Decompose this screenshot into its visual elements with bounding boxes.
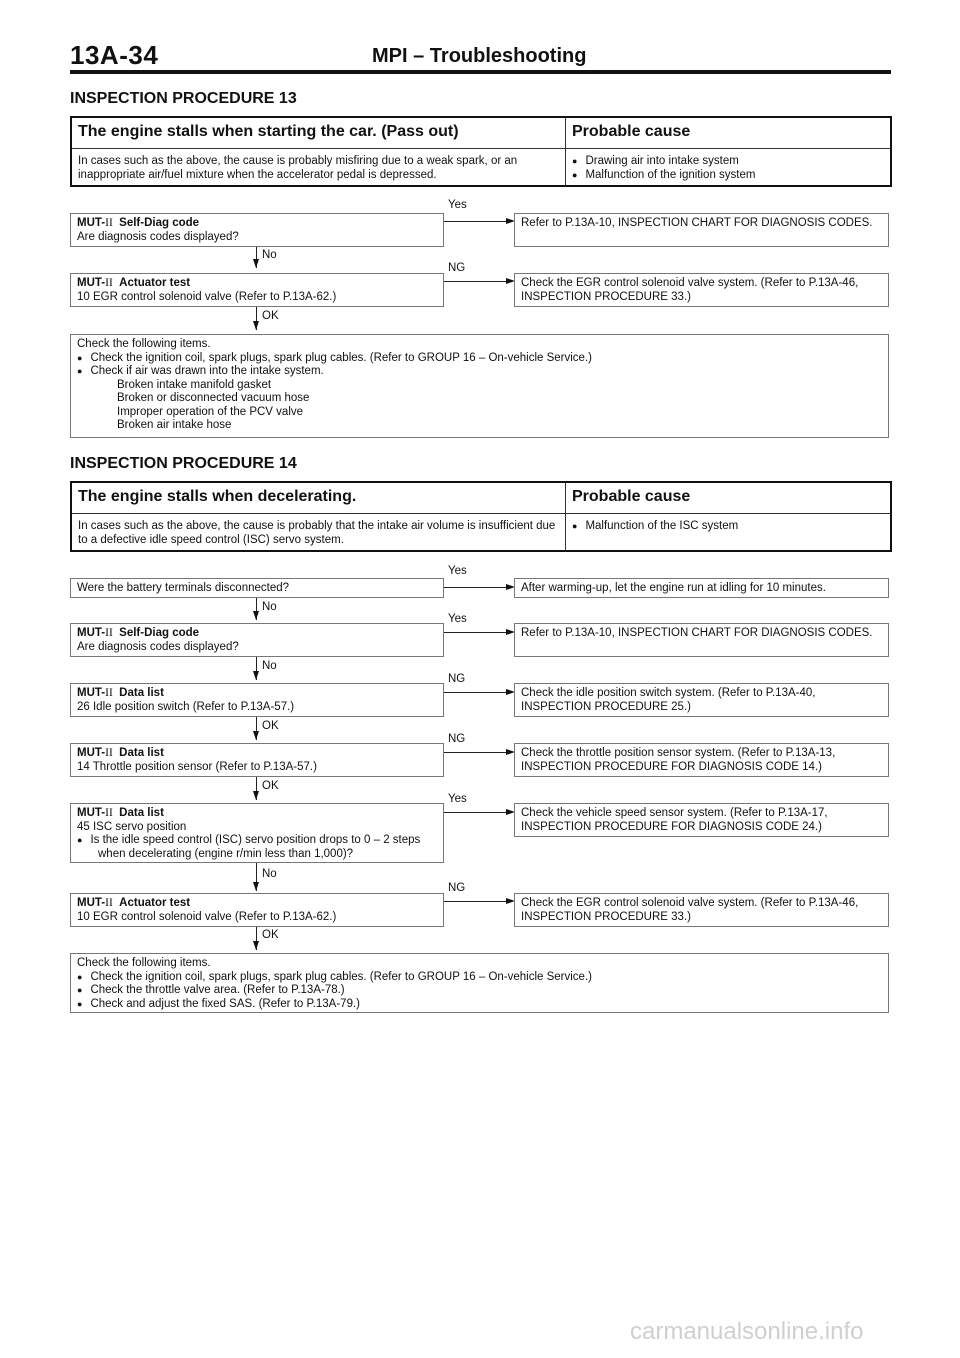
- cause-item: ● Malfunction of the ISC system: [572, 519, 884, 533]
- branch-connector: [444, 281, 507, 282]
- branch-label: NG: [448, 733, 466, 745]
- arrow-down-icon: [253, 259, 259, 268]
- check-step-box: MUT-II Data list 26 Idle position switch (Refer to P.13A-57.): [70, 683, 444, 717]
- final-intro: Check the following items.: [77, 338, 211, 350]
- page-number: 13A-34: [70, 40, 159, 70]
- check-step-box: Were the battery terminals disconnected?: [70, 578, 444, 598]
- symptom-table: [70, 116, 892, 187]
- check-step-box: MUT-II Self-Diag code Are diagnosis codes displayed?: [70, 213, 444, 247]
- symptom-description: In cases such as the above, the cause is probably that the intake air volume is insufficient due to a defective idle speed control (ISC) servo system.: [71, 514, 566, 552]
- probable-cause-list: [566, 514, 892, 552]
- branch-label: Yes: [448, 613, 467, 625]
- branch-label: NG: [448, 882, 466, 894]
- final-item: ● Check the ignition coil, spark plugs, spark plug cables. (Refer to GROUP 16 – On-vehicle Service.): [77, 352, 882, 366]
- cause-item: ● Drawing air into intake system: [572, 154, 884, 168]
- final-item: ● Check the ignition coil, spark plugs, spark plug cables. (Refer to GROUP 16 – On-vehicle Service.): [77, 971, 882, 985]
- branch-label: NG: [448, 262, 466, 274]
- branch-label: Yes: [448, 565, 467, 577]
- procedure-title: INSPECTION PROCEDURE 14: [70, 455, 297, 472]
- symptom-table: [70, 481, 892, 552]
- probable-cause-heading: Probable cause: [566, 482, 892, 514]
- result-box: Check the vehicle speed sensor system. (Refer to P.13A-17, INSPECTION PROCEDURE FOR DIAGNOSIS CODE 24.): [514, 803, 889, 837]
- final-check-box: [70, 953, 889, 1013]
- symptom-description: In cases such as the above, the cause is probably misfiring due to a weak spark, or an inappropriate air/fuel mixture when the accelerator pedal is depressed.: [71, 149, 566, 187]
- header-rule: [70, 70, 891, 74]
- check-step-box: MUT-II Data list 45 ISC servo position ● Is the idle speed control (ISC) servo position drops to 0 – 2 steps when decelerating (engine r/min less than 1,000)?: [70, 803, 444, 863]
- result-box: Refer to P.13A-10, INSPECTION CHART FOR DIAGNOSIS CODES.: [514, 213, 889, 247]
- check-step-bullet: ● Is the idle speed control (ISC) servo position drops to 0 – 2 steps when decelerating (engine r/min less than 1,000)?: [77, 834, 437, 861]
- flow-label: No: [262, 601, 277, 613]
- flow-label: OK: [262, 929, 279, 941]
- watermark: carmanualsonline.info: [630, 1318, 864, 1345]
- check-step-box: MUT-II Actuator test 10 EGR control solenoid valve (Refer to P.13A-62.): [70, 273, 444, 307]
- symptom-heading: The engine stalls when decelerating.: [71, 482, 566, 514]
- final-check-box: [70, 334, 889, 438]
- result-box: Check the throttle position sensor system. (Refer to P.13A-13, INSPECTION PROCEDURE FOR DIAGNOSIS CODE 14.): [514, 743, 889, 777]
- result-box: Refer to P.13A-10, INSPECTION CHART FOR DIAGNOSIS CODES.: [514, 623, 889, 657]
- check-step-box: MUT-II Actuator test 10 EGR control solenoid valve (Refer to P.13A-62.): [70, 893, 444, 927]
- flow-label: No: [262, 660, 277, 672]
- arrow-down-icon: [253, 941, 259, 950]
- flow-label: No: [262, 249, 277, 261]
- branch-connector: [444, 692, 507, 693]
- branch-connector: [444, 632, 507, 633]
- branch-connector: [444, 812, 507, 813]
- arrow-down-icon: [253, 791, 259, 800]
- branch-label: Yes: [448, 793, 467, 805]
- final-item: ● Check and adjust the fixed SAS. (Refer to P.13A-79.): [77, 998, 882, 1012]
- branch-connector: [444, 587, 507, 588]
- final-subitem: Broken air intake hose: [117, 419, 232, 431]
- final-intro: Check the following items.: [77, 957, 211, 969]
- procedure-title: INSPECTION PROCEDURE 13: [70, 90, 297, 107]
- branch-label: Yes: [448, 199, 467, 211]
- branch-connector: [444, 752, 507, 753]
- symptom-heading: The engine stalls when starting the car. (Pass out): [71, 117, 566, 149]
- check-step-box: MUT-II Self-Diag code Are diagnosis codes displayed?: [70, 623, 444, 657]
- running-title: MPI – Troubleshooting: [372, 45, 587, 67]
- final-subitem: Improper operation of the PCV valve: [117, 405, 304, 418]
- arrow-down-icon: [253, 882, 259, 891]
- cause-item: ● Malfunction of the ignition system: [572, 168, 884, 182]
- flow-label: OK: [262, 720, 279, 732]
- probable-cause-list: [566, 149, 892, 187]
- probable-cause-heading: Probable cause: [566, 117, 892, 149]
- branch-label: NG: [448, 673, 466, 685]
- final-subitem: Broken or disconnected vacuum hose: [117, 392, 310, 404]
- result-box: Check the idle position switch system. (Refer to P.13A-40, INSPECTION PROCEDURE 25.): [514, 683, 889, 717]
- result-box: After warming-up, let the engine run at idling for 10 minutes.: [514, 578, 889, 598]
- final-subitem: Broken intake manifold gasket: [117, 378, 272, 391]
- flow-label: OK: [262, 780, 279, 792]
- final-item: ● Check the throttle valve area. (Refer to P.13A-78.): [77, 984, 882, 998]
- arrow-down-icon: [253, 611, 259, 620]
- branch-connector: [444, 901, 507, 902]
- check-step-box: MUT-II Data list 14 Throttle position sensor (Refer to P.13A-57.): [70, 743, 444, 777]
- arrow-down-icon: [253, 321, 259, 330]
- branch-connector: [444, 221, 507, 222]
- flow-label: No: [262, 868, 277, 880]
- result-box: Check the EGR control solenoid valve system. (Refer to P.13A-46, INSPECTION PROCEDURE 33.): [514, 893, 889, 927]
- arrow-down-icon: [253, 671, 259, 680]
- flow-label: OK: [262, 310, 279, 322]
- final-item: ● Check if air was drawn into the intake system.: [77, 365, 882, 379]
- result-box: Check the EGR control solenoid valve system. (Refer to P.13A-46, INSPECTION PROCEDURE 33.): [514, 273, 889, 307]
- arrow-down-icon: [253, 731, 259, 740]
